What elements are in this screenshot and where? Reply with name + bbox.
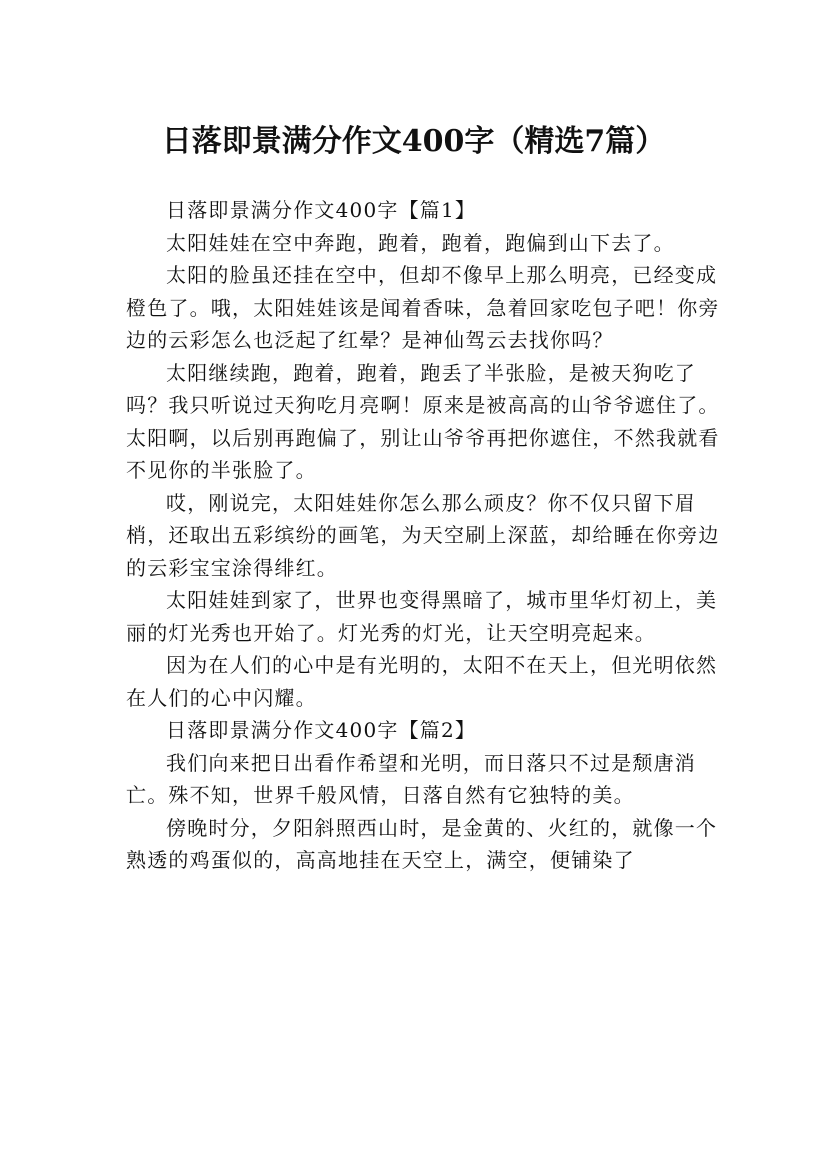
- section-heading-2: 日落即景满分作文400字【篇2】: [166, 718, 477, 742]
- paragraph: 因为在人们的心中是有光明的，太阳不在天上，但光明依然在人们的心中闪耀。: [126, 653, 718, 710]
- paragraph: 哎，刚说完，太阳娃娃你怎么那么顽皮？你不仅只留下眉梢，还取出五彩缤纷的画笔，为天空刷上深蓝，却给睡在你旁边的云彩宝宝涂得绯红。: [126, 490, 720, 580]
- document-body: [126, 194, 722, 877]
- section-heading-1: 日落即景满分作文400字【篇1】: [166, 198, 477, 222]
- paragraph: 傍晚时分，夕阳斜照西山时，是金黄的、火红的，就像一个熟透的鸡蛋似的，高高地挂在天空上，满空，便铺染了: [126, 815, 718, 872]
- paragraph: 我们向来把日出看作希望和光明，而日落只不过是颓唐消亡。殊不知，世界千般风情，日落自然有它独特的美。: [126, 750, 696, 807]
- document-title: 日落即景满分作文400字（精选7篇）: [161, 124, 666, 160]
- paragraph: 太阳的脸虽还挂在空中，但却不像早上那么明亮，已经变成橙色了。哦，太阳娃娃该是闻着香味，急着回家吃包子吧！你旁边的云彩怎么也泛起了红晕？是神仙驾云去找你吗？: [126, 263, 720, 352]
- paragraph: 太阳娃娃在空中奔跑，跑着，跑着，跑偏到山下去了。: [166, 230, 675, 255]
- paragraph: 太阳娃娃到家了，世界也变得黑暗了，城市里华灯初上，美丽的灯光秀也开始了。灯光秀的灯光，让天空明亮起来。: [126, 588, 718, 645]
- paragraph: 太阳继续跑，跑着，跑着，跑丢了半张脸，是被天狗吃了吗？我只听说过天狗吃月亮啊！原来是被高高的山爷爷遮住了。太阳啊，以后别再跑偏了，别让山爷爷再把你遮住，不然我就看不见你的半张脸了。: [126, 360, 720, 482]
